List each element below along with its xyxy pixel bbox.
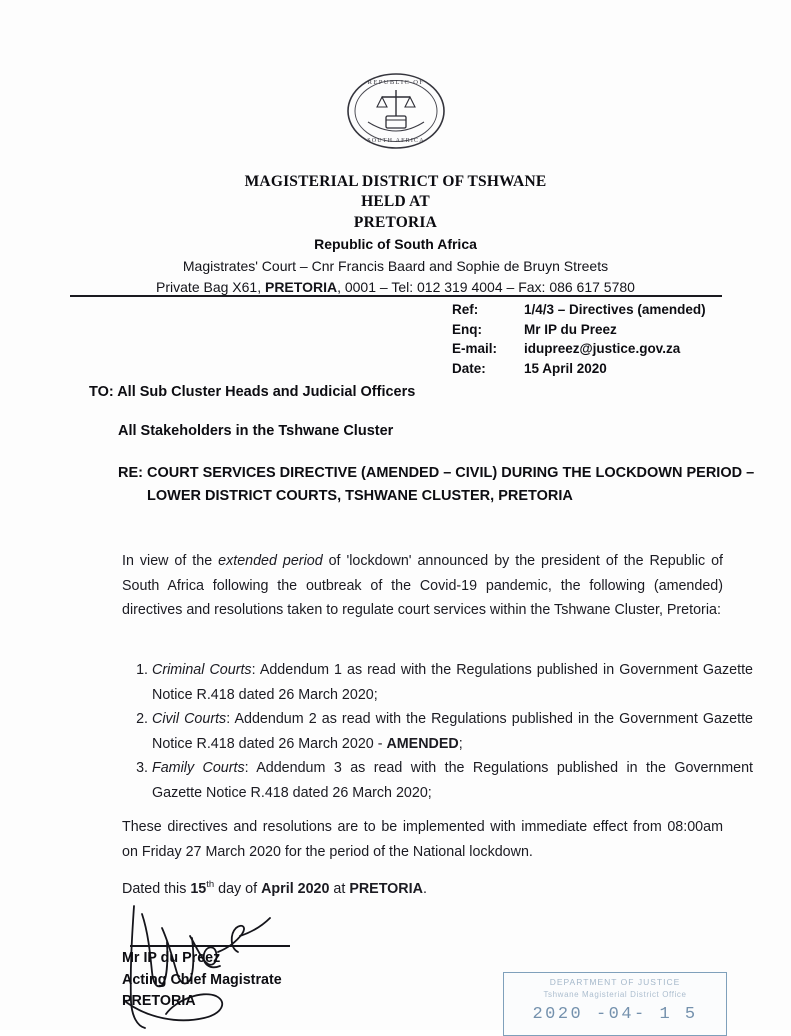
list-item-bold: AMENDED <box>386 735 459 752</box>
dated-superscript: th <box>206 879 215 890</box>
enq-value: Mr IP du Preez <box>524 321 617 337</box>
reference-row-date <box>452 359 706 379</box>
reference-block <box>452 300 706 379</box>
stamp-line-2: Tshwane Magisterial District Office <box>543 990 687 999</box>
ref-label: Ref: <box>452 302 479 317</box>
svg-text:REPUBLIC OF: REPUBLIC OF <box>367 79 424 86</box>
list-item-italic: Criminal Courts <box>152 662 252 678</box>
dated-place: PRETORIA <box>349 880 423 897</box>
letterhead <box>0 172 791 297</box>
stamp-line-1: DEPARTMENT OF JUSTICE <box>549 977 681 987</box>
dated-line <box>122 879 427 897</box>
letterhead-line-district: MAGISTERIAL DISTRICT OF TSHWANE <box>244 173 547 190</box>
email-label: E-mail: <box>452 341 498 357</box>
list-item-italic: Civil Courts <box>152 711 227 728</box>
date-label: Date: <box>452 361 486 377</box>
date-stamp <box>503 972 727 1036</box>
south-africa-court-crest-icon <box>344 70 448 152</box>
letterhead-line-heldat: HELD AT <box>361 193 430 211</box>
list-item <box>152 707 753 756</box>
intro-paragraph <box>122 549 723 623</box>
dated-prefix: Dated this <box>122 880 191 897</box>
list-item <box>152 658 753 707</box>
address-suffix: , 0001 – Tel: 012 319 4004 – Fax: 086 617 5780 <box>337 279 635 296</box>
signer-title: Acting Chief Magistrate <box>122 971 282 988</box>
list-item-tail: ; <box>458 735 463 752</box>
list-item-text: : Addendum 3 as read with the Regulations published in the Government Gazette Notice R.418 dated 26 March 2020; <box>152 760 753 801</box>
address-prefix: Private Bag X61, <box>156 279 265 296</box>
letterhead-line-contact <box>0 278 791 296</box>
signer-location: PRETORIA <box>122 993 196 1010</box>
list-item-text: : Addendum 1 as read with the Regulations published in Government Gazette Notice R.418 dated 26 March 2020; <box>152 662 753 703</box>
stamp-date: 2020 -04- 1 5 <box>532 1005 698 1024</box>
directives-list <box>122 658 753 805</box>
addressee-primary: TO: All Sub Cluster Heads and Judicial Officers <box>89 384 416 400</box>
signature-block <box>122 948 282 1013</box>
signature-line <box>130 945 290 947</box>
list-item-italic: Family Courts <box>152 760 245 777</box>
intro-part1: In view of the <box>122 553 219 569</box>
dated-month-year: April 2020 <box>261 880 330 897</box>
reference-row-enq <box>452 320 706 340</box>
list-item-text: : Addendum 2 as read with the Regulations published in the Government Gazette Notice R.418 dated 26 March 2020 - <box>152 711 753 752</box>
address-city: PRETORIA <box>264 279 338 296</box>
reference-row-ref <box>452 300 706 320</box>
dated-day: 15 <box>190 880 207 897</box>
intro-part2: of 'lockdown' announced by the president of the Republic of South Africa following the outbreak of the Covid-19 pandemic, the following (amended) directives and resolutions taken to regulate court services within the Tshwane Cluster, Pretoria: <box>122 553 724 619</box>
addressee-secondary: All Stakeholders in the Tshwane Cluster <box>118 423 394 439</box>
date-value: 15 April 2020 <box>524 361 607 377</box>
intro-italic: extended period <box>218 553 323 569</box>
signer-name: Mr IP du Preez <box>122 950 221 966</box>
dated-at: at <box>329 880 350 897</box>
effect-paragraph: These directives and resolutions are to be implemented with immediate effect from 08:00am on Friday 27 March 2020 for the period of the National lockdown. <box>122 819 723 860</box>
letterhead-line-address: Magistrates' Court – Cnr Francis Baard and Sophie de Bruyn Streets <box>182 257 609 274</box>
list-item <box>152 756 753 805</box>
svg-text:SOUTH AFRICA: SOUTH AFRICA <box>366 138 425 144</box>
email-value[interactable]: idupreez@justice.gov.za <box>524 341 681 357</box>
dated-middle: day of <box>214 880 262 897</box>
reference-row-email <box>452 339 706 359</box>
header-divider <box>70 295 722 297</box>
enq-label: Enq: <box>452 321 482 337</box>
subject-line: RE: COURT SERVICES DIRECTIVE (AMENDED – CIVIL) DURING THE LOCKDOWN PERIOD – LOWER DISTRICT COURTS, TSHWANE CLUSTER, PRETORIA <box>118 465 755 505</box>
crest-container <box>0 70 791 157</box>
letterhead-line-city: PRETORIA <box>353 213 438 231</box>
ref-value: 1/4/3 – Directives (amended) <box>524 302 706 317</box>
dated-end: . <box>422 880 427 897</box>
letterhead-line-country: Republic of South Africa <box>314 236 477 253</box>
